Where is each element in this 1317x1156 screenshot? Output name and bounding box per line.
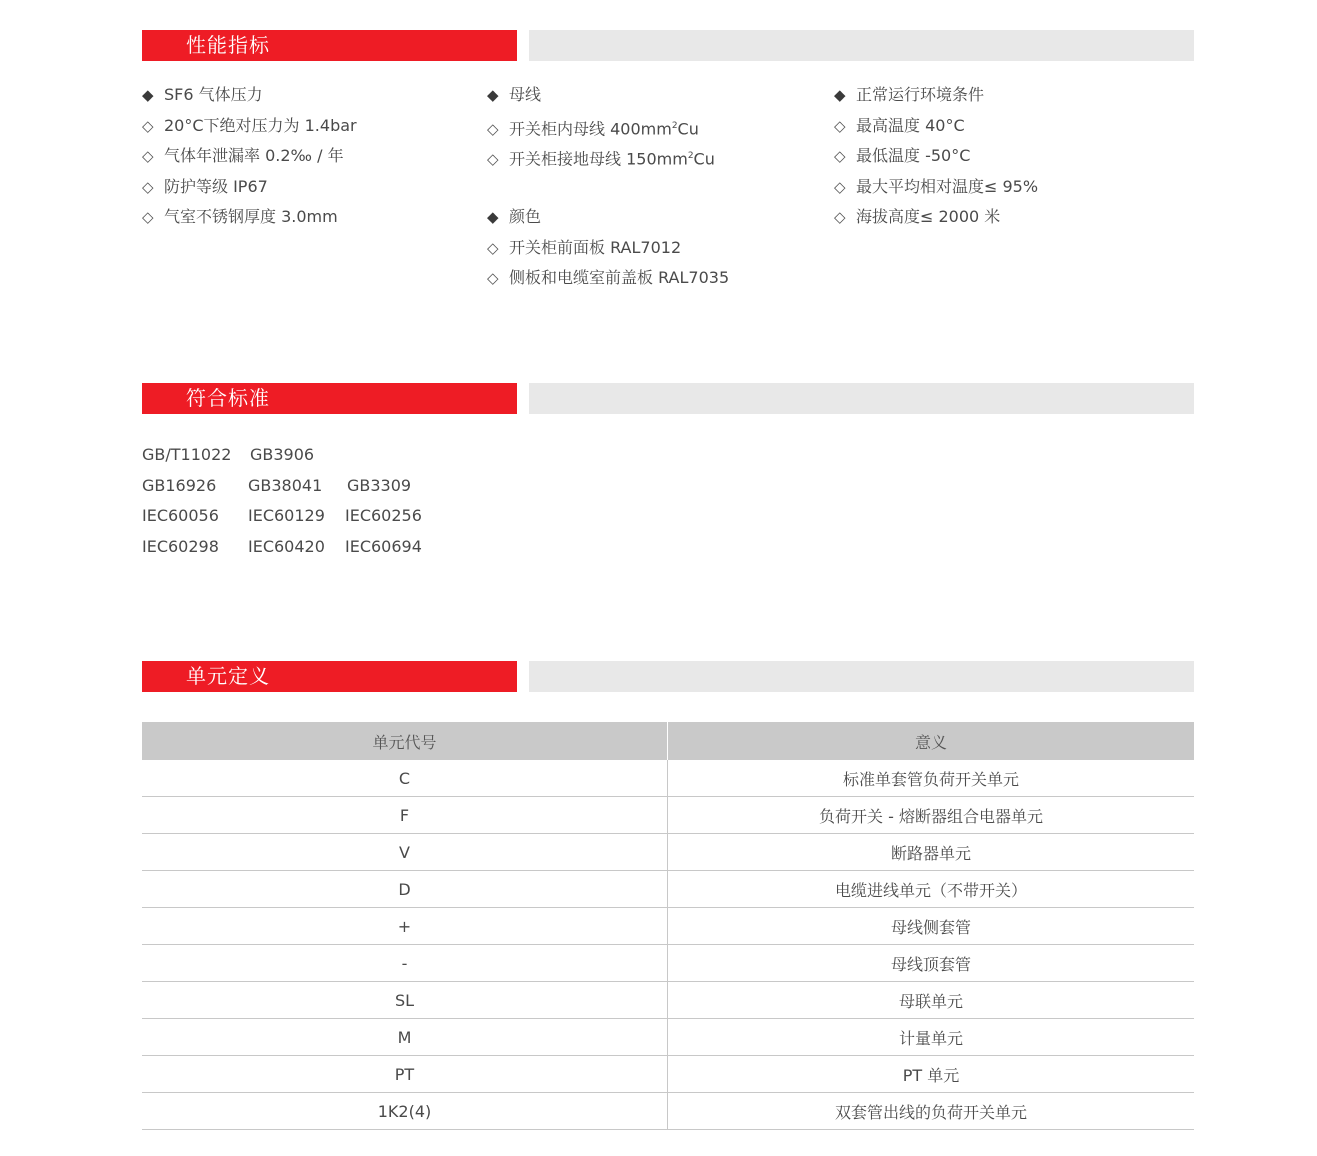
section-divider — [529, 661, 1194, 692]
unit-meaning: 母线侧套管 — [668, 908, 1195, 945]
filled-diamond-icon: ◆ — [834, 86, 846, 104]
hollow-diamond-icon: ◇ — [834, 147, 846, 165]
unit-code: F — [142, 797, 668, 834]
hollow-diamond-icon: ◇ — [142, 208, 154, 226]
table-row — [142, 982, 1194, 1019]
standard-code: IEC60256 — [345, 506, 422, 525]
table-row — [142, 1019, 1194, 1056]
spec-item: ◇ 气体年泄漏率 0.2‰ / 年 — [142, 141, 357, 172]
table-header-row — [142, 722, 1194, 760]
section-title: 单元定义 — [142, 661, 517, 692]
spec-item: ◇ 防护等级 IP67 — [142, 172, 357, 203]
table-row — [142, 1056, 1194, 1093]
standard-code: IEC60694 — [345, 536, 422, 556]
spec-column-busbar-color — [487, 80, 729, 294]
standard-code: GB3309 — [347, 475, 412, 495]
hollow-diamond-icon: ◇ — [834, 208, 846, 226]
section-header-units — [142, 661, 1194, 692]
unit-meaning: 双套管出线的负荷开关单元 — [668, 1093, 1195, 1130]
spec-column-sf6 — [142, 80, 357, 233]
filled-diamond-icon: ◆ — [487, 208, 499, 226]
unit-meaning: 负荷开关 - 熔断器组合电器单元 — [668, 797, 1195, 834]
filled-diamond-icon: ◆ — [142, 86, 154, 104]
section-title: 符合标准 — [142, 383, 517, 414]
unit-code: C — [142, 760, 668, 797]
hollow-diamond-icon: ◇ — [487, 238, 499, 257]
standard-code: GB16926 — [142, 475, 217, 495]
hollow-diamond-icon: ◇ — [487, 269, 499, 287]
spec-item: ◇ 侧板和电缆室前盖板 RAL7035 — [487, 263, 729, 294]
unit-meaning: 母联单元 — [668, 982, 1195, 1019]
table-row — [142, 834, 1194, 871]
standard-code: IEC60129 — [248, 506, 325, 525]
hollow-diamond-icon: ◇ — [142, 177, 154, 196]
unit-definition-table — [142, 722, 1194, 1130]
table-row — [142, 760, 1194, 797]
spec-heading: ◆ 正常运行环境条件 — [834, 80, 1038, 111]
hollow-diamond-icon: ◇ — [142, 147, 154, 165]
table-row — [142, 1093, 1194, 1130]
standard-code: GB38041 — [248, 475, 323, 495]
spec-item: ◇ 开关柜前面板 RAL7012 — [487, 233, 729, 264]
section-title: 性能指标 — [142, 30, 517, 61]
spec-item: ◇ 开关柜内母线 $400mm^2Cu$ — [487, 111, 729, 142]
unit-meaning: 母线顶套管 — [668, 945, 1195, 982]
spec-heading: ◆ 颜色 — [487, 202, 729, 233]
unit-code: 1K2(4) — [142, 1093, 668, 1130]
table-row — [142, 908, 1194, 945]
unit-meaning: 断路器单元 — [668, 834, 1195, 871]
unit-code: M — [142, 1019, 668, 1056]
unit-meaning: 计量单元 — [668, 1019, 1195, 1056]
hollow-diamond-icon: ◇ — [487, 119, 499, 138]
standard-code: IEC60298 — [142, 536, 219, 556]
unit-code: SL — [142, 982, 668, 1019]
standard-code: IEC60056 — [142, 506, 219, 525]
standard-code: IEC60420 — [248, 536, 325, 556]
hollow-diamond-icon: ◇ — [834, 116, 846, 135]
column-header-meaning: 意义 — [668, 722, 1195, 760]
unit-code: + — [142, 908, 668, 945]
unit-meaning: 电缆进线单元（不带开关） — [668, 871, 1195, 908]
spec-heading: ◆ SF6 气体压力 — [142, 80, 357, 111]
spec-heading: ◆ 母线 — [487, 80, 729, 111]
section-header-performance — [142, 30, 1194, 61]
unit-code: - — [142, 945, 668, 982]
unit-code: PT — [142, 1056, 668, 1093]
filled-diamond-icon: ◆ — [487, 86, 499, 104]
unit-meaning: PT 单元 — [668, 1056, 1195, 1093]
column-header-code: 单元代号 — [142, 722, 668, 760]
spec-item: ◇ 海拔高度≤ 2000 米 — [834, 202, 1038, 233]
hollow-diamond-icon: ◇ — [142, 116, 154, 135]
hollow-diamond-icon: ◇ — [487, 150, 499, 169]
spec-item: ◇ 最大平均相对温度≤ 95% — [834, 172, 1038, 203]
spec-item: ◇ 最高温度 40°C — [834, 111, 1038, 142]
section-header-standards — [142, 383, 1194, 414]
table-row — [142, 945, 1194, 982]
spec-column-environment — [834, 80, 1038, 233]
hollow-diamond-icon: ◇ — [834, 177, 846, 196]
section-divider — [529, 383, 1194, 414]
table-row — [142, 871, 1194, 908]
standard-code: GB/T11022 — [142, 445, 232, 464]
spec-item: ◇ 开关柜接地母线 $150mm^2Cu$ — [487, 141, 729, 172]
standard-code: GB3906 — [250, 445, 315, 464]
section-divider — [529, 30, 1194, 61]
spec-item: ◇ 气室不锈钢厚度 3.0mm — [142, 202, 357, 233]
unit-code: D — [142, 871, 668, 908]
unit-meaning: 标准单套管负荷开关单元 — [668, 760, 1195, 797]
spec-item: ◇ 20°C下绝对压力为 1.4bar — [142, 111, 357, 142]
table-row — [142, 797, 1194, 834]
unit-code: V — [142, 834, 668, 871]
spec-item: ◇ 最低温度 -50°C — [834, 141, 1038, 172]
